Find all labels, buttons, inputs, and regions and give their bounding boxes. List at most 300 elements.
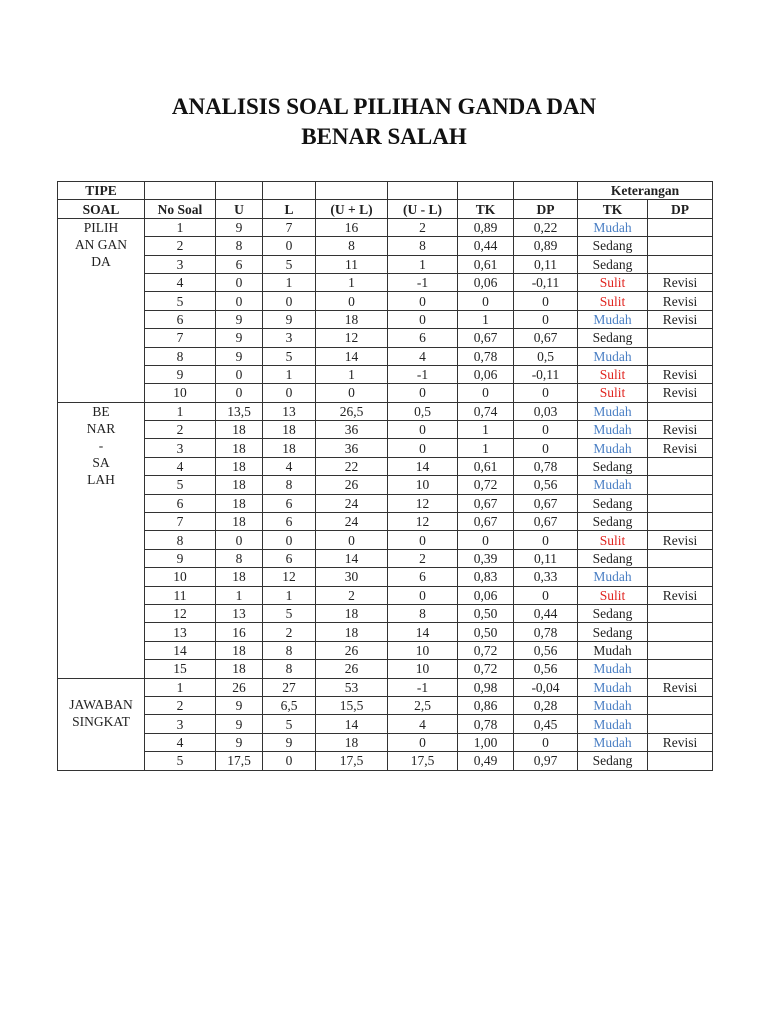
- cell-dp: 0,5: [514, 347, 578, 365]
- cell-tk: 0,61: [458, 457, 514, 475]
- table-row: [58, 623, 713, 641]
- header-no-soal: No Soal: [145, 200, 216, 218]
- cell-u: 8: [216, 549, 263, 567]
- cell-keterangan-tk: Sulit: [578, 531, 648, 549]
- cell-keterangan-dp: [648, 237, 713, 255]
- cell-l: 7: [263, 218, 316, 236]
- header-blank: [458, 182, 514, 200]
- cell-u: 0: [216, 531, 263, 549]
- cell-u-minus-l: 0: [388, 310, 458, 328]
- tipe-soal-line: AN GAN: [74, 236, 128, 252]
- cell-u-plus-l: 0: [316, 292, 388, 310]
- cell-tk: 0,72: [458, 660, 514, 678]
- table-row: [58, 660, 713, 678]
- cell-dp: 0,28: [514, 696, 578, 714]
- cell-keterangan-dp: Revisi: [648, 733, 713, 751]
- cell-l: 1: [263, 586, 316, 604]
- cell-dp: 0: [514, 384, 578, 402]
- cell-tk: 0,89: [458, 218, 514, 236]
- cell-dp: 0,11: [514, 549, 578, 567]
- cell-u: 18: [216, 457, 263, 475]
- header-blank: [388, 182, 458, 200]
- cell-u: 17,5: [216, 752, 263, 770]
- cell-no-soal: 10: [145, 384, 216, 402]
- cell-no-soal: 8: [145, 531, 216, 549]
- table-row: [58, 310, 713, 328]
- cell-no-soal: 6: [145, 494, 216, 512]
- cell-l: 2: [263, 623, 316, 641]
- cell-keterangan-tk: Sedang: [578, 623, 648, 641]
- cell-u-plus-l: 18: [316, 604, 388, 622]
- cell-dp: 0,89: [514, 237, 578, 255]
- cell-u-plus-l: 53: [316, 678, 388, 696]
- cell-tk: 0,83: [458, 568, 514, 586]
- header-keterangan: Keterangan: [578, 182, 713, 200]
- table-row: [58, 531, 713, 549]
- cell-keterangan-tk: Sulit: [578, 292, 648, 310]
- cell-tk: 0,50: [458, 604, 514, 622]
- cell-keterangan-tk: Mudah: [578, 641, 648, 659]
- cell-u-minus-l: 8: [388, 604, 458, 622]
- cell-u-plus-l: 18: [316, 623, 388, 641]
- table-row: [58, 752, 713, 770]
- cell-u-minus-l: 0: [388, 531, 458, 549]
- cell-u: 18: [216, 660, 263, 678]
- cell-no-soal: 4: [145, 273, 216, 291]
- cell-l: 4: [263, 457, 316, 475]
- table-row: [58, 476, 713, 494]
- title-line-1: ANALISIS SOAL PILIHAN GANDA DAN: [171, 94, 597, 119]
- cell-l: 0: [263, 384, 316, 402]
- cell-u: 9: [216, 347, 263, 365]
- table-row: [58, 568, 713, 586]
- cell-keterangan-tk: Mudah: [578, 476, 648, 494]
- cell-dp: -0,04: [514, 678, 578, 696]
- cell-dp: 0,78: [514, 623, 578, 641]
- cell-u: 9: [216, 310, 263, 328]
- cell-no-soal: 2: [145, 421, 216, 439]
- cell-keterangan-dp: Revisi: [648, 310, 713, 328]
- cell-keterangan-tk: Sedang: [578, 255, 648, 273]
- cell-keterangan-tk: Sulit: [578, 586, 648, 604]
- cell-keterangan-tk: Sedang: [578, 237, 648, 255]
- cell-u-plus-l: 26: [316, 641, 388, 659]
- table-row: [58, 218, 713, 236]
- cell-u-plus-l: 18: [316, 310, 388, 328]
- cell-u-plus-l: 16: [316, 218, 388, 236]
- cell-keterangan-dp: [648, 218, 713, 236]
- cell-u-minus-l: 8: [388, 237, 458, 255]
- header-tk: TK: [458, 200, 514, 218]
- cell-dp: -0,11: [514, 365, 578, 383]
- cell-tk: 0,06: [458, 365, 514, 383]
- cell-l: 1: [263, 273, 316, 291]
- cell-keterangan-tk: Sedang: [578, 752, 648, 770]
- cell-no-soal: 5: [145, 292, 216, 310]
- table-row: [58, 255, 713, 273]
- table-row: [58, 549, 713, 567]
- cell-no-soal: 8: [145, 347, 216, 365]
- cell-u-minus-l: 0: [388, 733, 458, 751]
- header-l: L: [263, 200, 316, 218]
- cell-u-plus-l: 1: [316, 365, 388, 383]
- cell-no-soal: 9: [145, 549, 216, 567]
- cell-u-plus-l: 15,5: [316, 696, 388, 714]
- cell-no-soal: 15: [145, 660, 216, 678]
- cell-dp: 0,11: [514, 255, 578, 273]
- cell-keterangan-tk: Mudah: [578, 218, 648, 236]
- cell-tk: 0,78: [458, 347, 514, 365]
- cell-u: 8: [216, 237, 263, 255]
- cell-u: 18: [216, 568, 263, 586]
- cell-u-minus-l: 1: [388, 255, 458, 273]
- cell-l: 27: [263, 678, 316, 696]
- cell-no-soal: 7: [145, 329, 216, 347]
- cell-no-soal: 1: [145, 218, 216, 236]
- cell-l: 12: [263, 568, 316, 586]
- table-row: [58, 365, 713, 383]
- cell-tk: 0,06: [458, 586, 514, 604]
- cell-keterangan-dp: [648, 715, 713, 733]
- table-row: [58, 329, 713, 347]
- cell-keterangan-dp: [648, 660, 713, 678]
- cell-u-plus-l: 36: [316, 421, 388, 439]
- tipe-soal-line: [58, 679, 144, 696]
- cell-no-soal: 13: [145, 623, 216, 641]
- table-row: [58, 513, 713, 531]
- cell-u-minus-l: -1: [388, 273, 458, 291]
- cell-u: 18: [216, 421, 263, 439]
- cell-l: 3: [263, 329, 316, 347]
- header-tipe-bottom: SOAL: [58, 200, 145, 218]
- cell-tk: 0,44: [458, 237, 514, 255]
- cell-u-plus-l: 36: [316, 439, 388, 457]
- cell-dp: 0: [514, 292, 578, 310]
- cell-u-plus-l: 14: [316, 549, 388, 567]
- table-row: [58, 292, 713, 310]
- cell-keterangan-dp: Revisi: [648, 365, 713, 383]
- cell-tk: 0,78: [458, 715, 514, 733]
- cell-dp: 0: [514, 421, 578, 439]
- tipe-soal-line: JAWABAN: [69, 696, 133, 712]
- cell-l: 0: [263, 237, 316, 255]
- cell-u-minus-l: 0: [388, 586, 458, 604]
- tipe-soal-cell: [58, 218, 145, 402]
- cell-u: 9: [216, 329, 263, 347]
- cell-dp: 0: [514, 531, 578, 549]
- cell-no-soal: 7: [145, 513, 216, 531]
- cell-no-soal: 2: [145, 696, 216, 714]
- cell-dp: 0,03: [514, 402, 578, 420]
- cell-l: 6: [263, 513, 316, 531]
- cell-u: 18: [216, 476, 263, 494]
- cell-no-soal: 14: [145, 641, 216, 659]
- cell-tk: 1: [458, 439, 514, 457]
- cell-tk: 0,39: [458, 549, 514, 567]
- cell-keterangan-tk: Mudah: [578, 715, 648, 733]
- cell-keterangan-dp: Revisi: [648, 586, 713, 604]
- table-row: [58, 237, 713, 255]
- cell-u-minus-l: 2: [388, 218, 458, 236]
- cell-tk: 0,98: [458, 678, 514, 696]
- header-dp: DP: [514, 200, 578, 218]
- cell-u-plus-l: 0: [316, 384, 388, 402]
- cell-keterangan-dp: Revisi: [648, 421, 713, 439]
- cell-dp: 0: [514, 310, 578, 328]
- cell-dp: 0,33: [514, 568, 578, 586]
- cell-no-soal: 4: [145, 733, 216, 751]
- cell-u: 26: [216, 678, 263, 696]
- cell-l: 18: [263, 439, 316, 457]
- cell-u-minus-l: 6: [388, 329, 458, 347]
- cell-keterangan-dp: [648, 623, 713, 641]
- cell-no-soal: 3: [145, 255, 216, 273]
- cell-u-minus-l: 6: [388, 568, 458, 586]
- cell-u: 0: [216, 384, 263, 402]
- header-blank: [514, 182, 578, 200]
- header-ket-tk: TK: [578, 200, 648, 218]
- cell-u-plus-l: 8: [316, 237, 388, 255]
- cell-l: 5: [263, 255, 316, 273]
- cell-u-minus-l: 12: [388, 513, 458, 531]
- cell-u-minus-l: 4: [388, 715, 458, 733]
- cell-l: 9: [263, 733, 316, 751]
- cell-u-minus-l: 2: [388, 549, 458, 567]
- cell-u: 0: [216, 365, 263, 383]
- table-row: [58, 347, 713, 365]
- cell-tk: 1: [458, 421, 514, 439]
- cell-keterangan-dp: Revisi: [648, 439, 713, 457]
- cell-keterangan-tk: Sedang: [578, 604, 648, 622]
- cell-u-minus-l: 10: [388, 660, 458, 678]
- cell-keterangan-dp: [648, 255, 713, 273]
- table-row: [58, 696, 713, 714]
- table-row: [58, 715, 713, 733]
- cell-u-minus-l: 14: [388, 623, 458, 641]
- cell-tk: 0: [458, 384, 514, 402]
- cell-keterangan-dp: Revisi: [648, 678, 713, 696]
- cell-u-minus-l: 17,5: [388, 752, 458, 770]
- cell-l: 5: [263, 715, 316, 733]
- tipe-soal-line: NAR: [86, 420, 116, 436]
- cell-u: 0: [216, 273, 263, 291]
- cell-dp: 0: [514, 733, 578, 751]
- cell-dp: 0: [514, 439, 578, 457]
- cell-u: 18: [216, 641, 263, 659]
- cell-no-soal: 11: [145, 586, 216, 604]
- cell-keterangan-tk: Mudah: [578, 678, 648, 696]
- cell-u-plus-l: 24: [316, 494, 388, 512]
- cell-keterangan-tk: Mudah: [578, 347, 648, 365]
- header-tipe-top: TIPE: [58, 182, 145, 200]
- cell-l: 8: [263, 660, 316, 678]
- cell-dp: 0,67: [514, 513, 578, 531]
- cell-u: 9: [216, 733, 263, 751]
- cell-no-soal: 3: [145, 715, 216, 733]
- table-row: [58, 273, 713, 291]
- header-blank: [316, 182, 388, 200]
- cell-no-soal: 5: [145, 752, 216, 770]
- cell-l: 5: [263, 347, 316, 365]
- cell-l: 6: [263, 494, 316, 512]
- cell-keterangan-tk: Sulit: [578, 273, 648, 291]
- cell-no-soal: 4: [145, 457, 216, 475]
- header-u-minus-l: (U - L): [388, 200, 458, 218]
- cell-keterangan-dp: [648, 347, 713, 365]
- cell-u-plus-l: 22: [316, 457, 388, 475]
- cell-keterangan-tk: Mudah: [578, 310, 648, 328]
- table-header: [58, 182, 713, 219]
- header-ket-dp: DP: [648, 200, 713, 218]
- cell-u-plus-l: 12: [316, 329, 388, 347]
- cell-keterangan-tk: Mudah: [578, 733, 648, 751]
- cell-keterangan-dp: Revisi: [648, 292, 713, 310]
- tipe-soal-line: SA: [92, 454, 110, 470]
- table-row: [58, 439, 713, 457]
- cell-l: 9: [263, 310, 316, 328]
- cell-keterangan-tk: Mudah: [578, 421, 648, 439]
- cell-dp: 0,45: [514, 715, 578, 733]
- cell-tk: 0,72: [458, 476, 514, 494]
- cell-u-minus-l: 0: [388, 292, 458, 310]
- cell-keterangan-tk: Mudah: [578, 660, 648, 678]
- table-row: [58, 421, 713, 439]
- cell-keterangan-tk: Sedang: [578, 513, 648, 531]
- table-row: [58, 457, 713, 475]
- cell-u-minus-l: 14: [388, 457, 458, 475]
- cell-u-plus-l: 18: [316, 733, 388, 751]
- tipe-soal-line: DA: [91, 253, 111, 269]
- cell-keterangan-tk: Sulit: [578, 384, 648, 402]
- cell-tk: 0: [458, 292, 514, 310]
- cell-u: 18: [216, 439, 263, 457]
- cell-l: 6: [263, 549, 316, 567]
- cell-tk: 0,72: [458, 641, 514, 659]
- cell-u: 1: [216, 586, 263, 604]
- cell-no-soal: 1: [145, 402, 216, 420]
- tipe-soal-line: -: [98, 437, 104, 453]
- cell-l: 8: [263, 476, 316, 494]
- header-u-plus-l: (U + L): [316, 200, 388, 218]
- cell-u: 9: [216, 218, 263, 236]
- cell-keterangan-tk: Mudah: [578, 568, 648, 586]
- cell-dp: 0,44: [514, 604, 578, 622]
- cell-u-plus-l: 26: [316, 476, 388, 494]
- cell-keterangan-dp: [648, 752, 713, 770]
- cell-u-plus-l: 24: [316, 513, 388, 531]
- table-row: [58, 641, 713, 659]
- tipe-soal-cell: [58, 402, 145, 678]
- table-row: [58, 586, 713, 604]
- cell-l: 8: [263, 641, 316, 659]
- cell-u-minus-l: 0: [388, 439, 458, 457]
- cell-u-plus-l: 26: [316, 660, 388, 678]
- cell-tk: 0,67: [458, 513, 514, 531]
- cell-dp: 0,56: [514, 660, 578, 678]
- cell-l: 6,5: [263, 696, 316, 714]
- cell-u-plus-l: 1: [316, 273, 388, 291]
- table-row: [58, 494, 713, 512]
- cell-dp: 0,97: [514, 752, 578, 770]
- table-body: [58, 218, 713, 770]
- cell-u-plus-l: 14: [316, 347, 388, 365]
- cell-dp: 0,67: [514, 329, 578, 347]
- cell-keterangan-dp: [648, 604, 713, 622]
- cell-u: 16: [216, 623, 263, 641]
- cell-u-plus-l: 14: [316, 715, 388, 733]
- cell-keterangan-dp: [648, 549, 713, 567]
- cell-tk: 0,67: [458, 494, 514, 512]
- cell-keterangan-dp: [648, 457, 713, 475]
- cell-tk: 0,61: [458, 255, 514, 273]
- header-blank: [263, 182, 316, 200]
- cell-keterangan-tk: Sedang: [578, 457, 648, 475]
- page-title: [0, 92, 768, 152]
- cell-dp: 0,78: [514, 457, 578, 475]
- cell-l: 0: [263, 292, 316, 310]
- table-row: [58, 402, 713, 420]
- cell-u-minus-l: 0,5: [388, 402, 458, 420]
- cell-u: 18: [216, 513, 263, 531]
- cell-l: 0: [263, 752, 316, 770]
- cell-l: 18: [263, 421, 316, 439]
- header-blank: [145, 182, 216, 200]
- table-row: [58, 678, 713, 696]
- cell-keterangan-dp: Revisi: [648, 273, 713, 291]
- cell-keterangan-dp: [648, 329, 713, 347]
- cell-dp: 0,22: [514, 218, 578, 236]
- cell-no-soal: 12: [145, 604, 216, 622]
- cell-keterangan-dp: [648, 513, 713, 531]
- cell-keterangan-dp: [648, 696, 713, 714]
- cell-keterangan-dp: [648, 402, 713, 420]
- cell-tk: 0,74: [458, 402, 514, 420]
- header-blank: [216, 182, 263, 200]
- cell-u-minus-l: 2,5: [388, 696, 458, 714]
- cell-u: 6: [216, 255, 263, 273]
- cell-dp: 0,56: [514, 641, 578, 659]
- cell-dp: -0,11: [514, 273, 578, 291]
- table-row: [58, 384, 713, 402]
- tipe-soal-line: SINGKAT: [72, 713, 130, 729]
- tipe-soal-line: PILIH: [83, 219, 119, 235]
- cell-l: 0: [263, 531, 316, 549]
- cell-u: 9: [216, 715, 263, 733]
- cell-u: 13: [216, 604, 263, 622]
- table-row: [58, 733, 713, 751]
- cell-u-minus-l: -1: [388, 365, 458, 383]
- cell-tk: 1: [458, 310, 514, 328]
- cell-dp: 0,67: [514, 494, 578, 512]
- cell-tk: 0,67: [458, 329, 514, 347]
- cell-no-soal: 6: [145, 310, 216, 328]
- cell-u-plus-l: 11: [316, 255, 388, 273]
- cell-l: 13: [263, 402, 316, 420]
- cell-u-minus-l: 0: [388, 384, 458, 402]
- cell-keterangan-dp: [648, 494, 713, 512]
- cell-dp: 0: [514, 586, 578, 604]
- cell-u: 0: [216, 292, 263, 310]
- tipe-soal-line: BE: [92, 403, 110, 419]
- cell-keterangan-tk: Mudah: [578, 439, 648, 457]
- cell-keterangan-dp: [648, 641, 713, 659]
- cell-keterangan-dp: Revisi: [648, 384, 713, 402]
- cell-keterangan-tk: Sedang: [578, 329, 648, 347]
- cell-no-soal: 5: [145, 476, 216, 494]
- analysis-table: [57, 181, 713, 771]
- cell-u: 18: [216, 494, 263, 512]
- cell-keterangan-tk: Sedang: [578, 549, 648, 567]
